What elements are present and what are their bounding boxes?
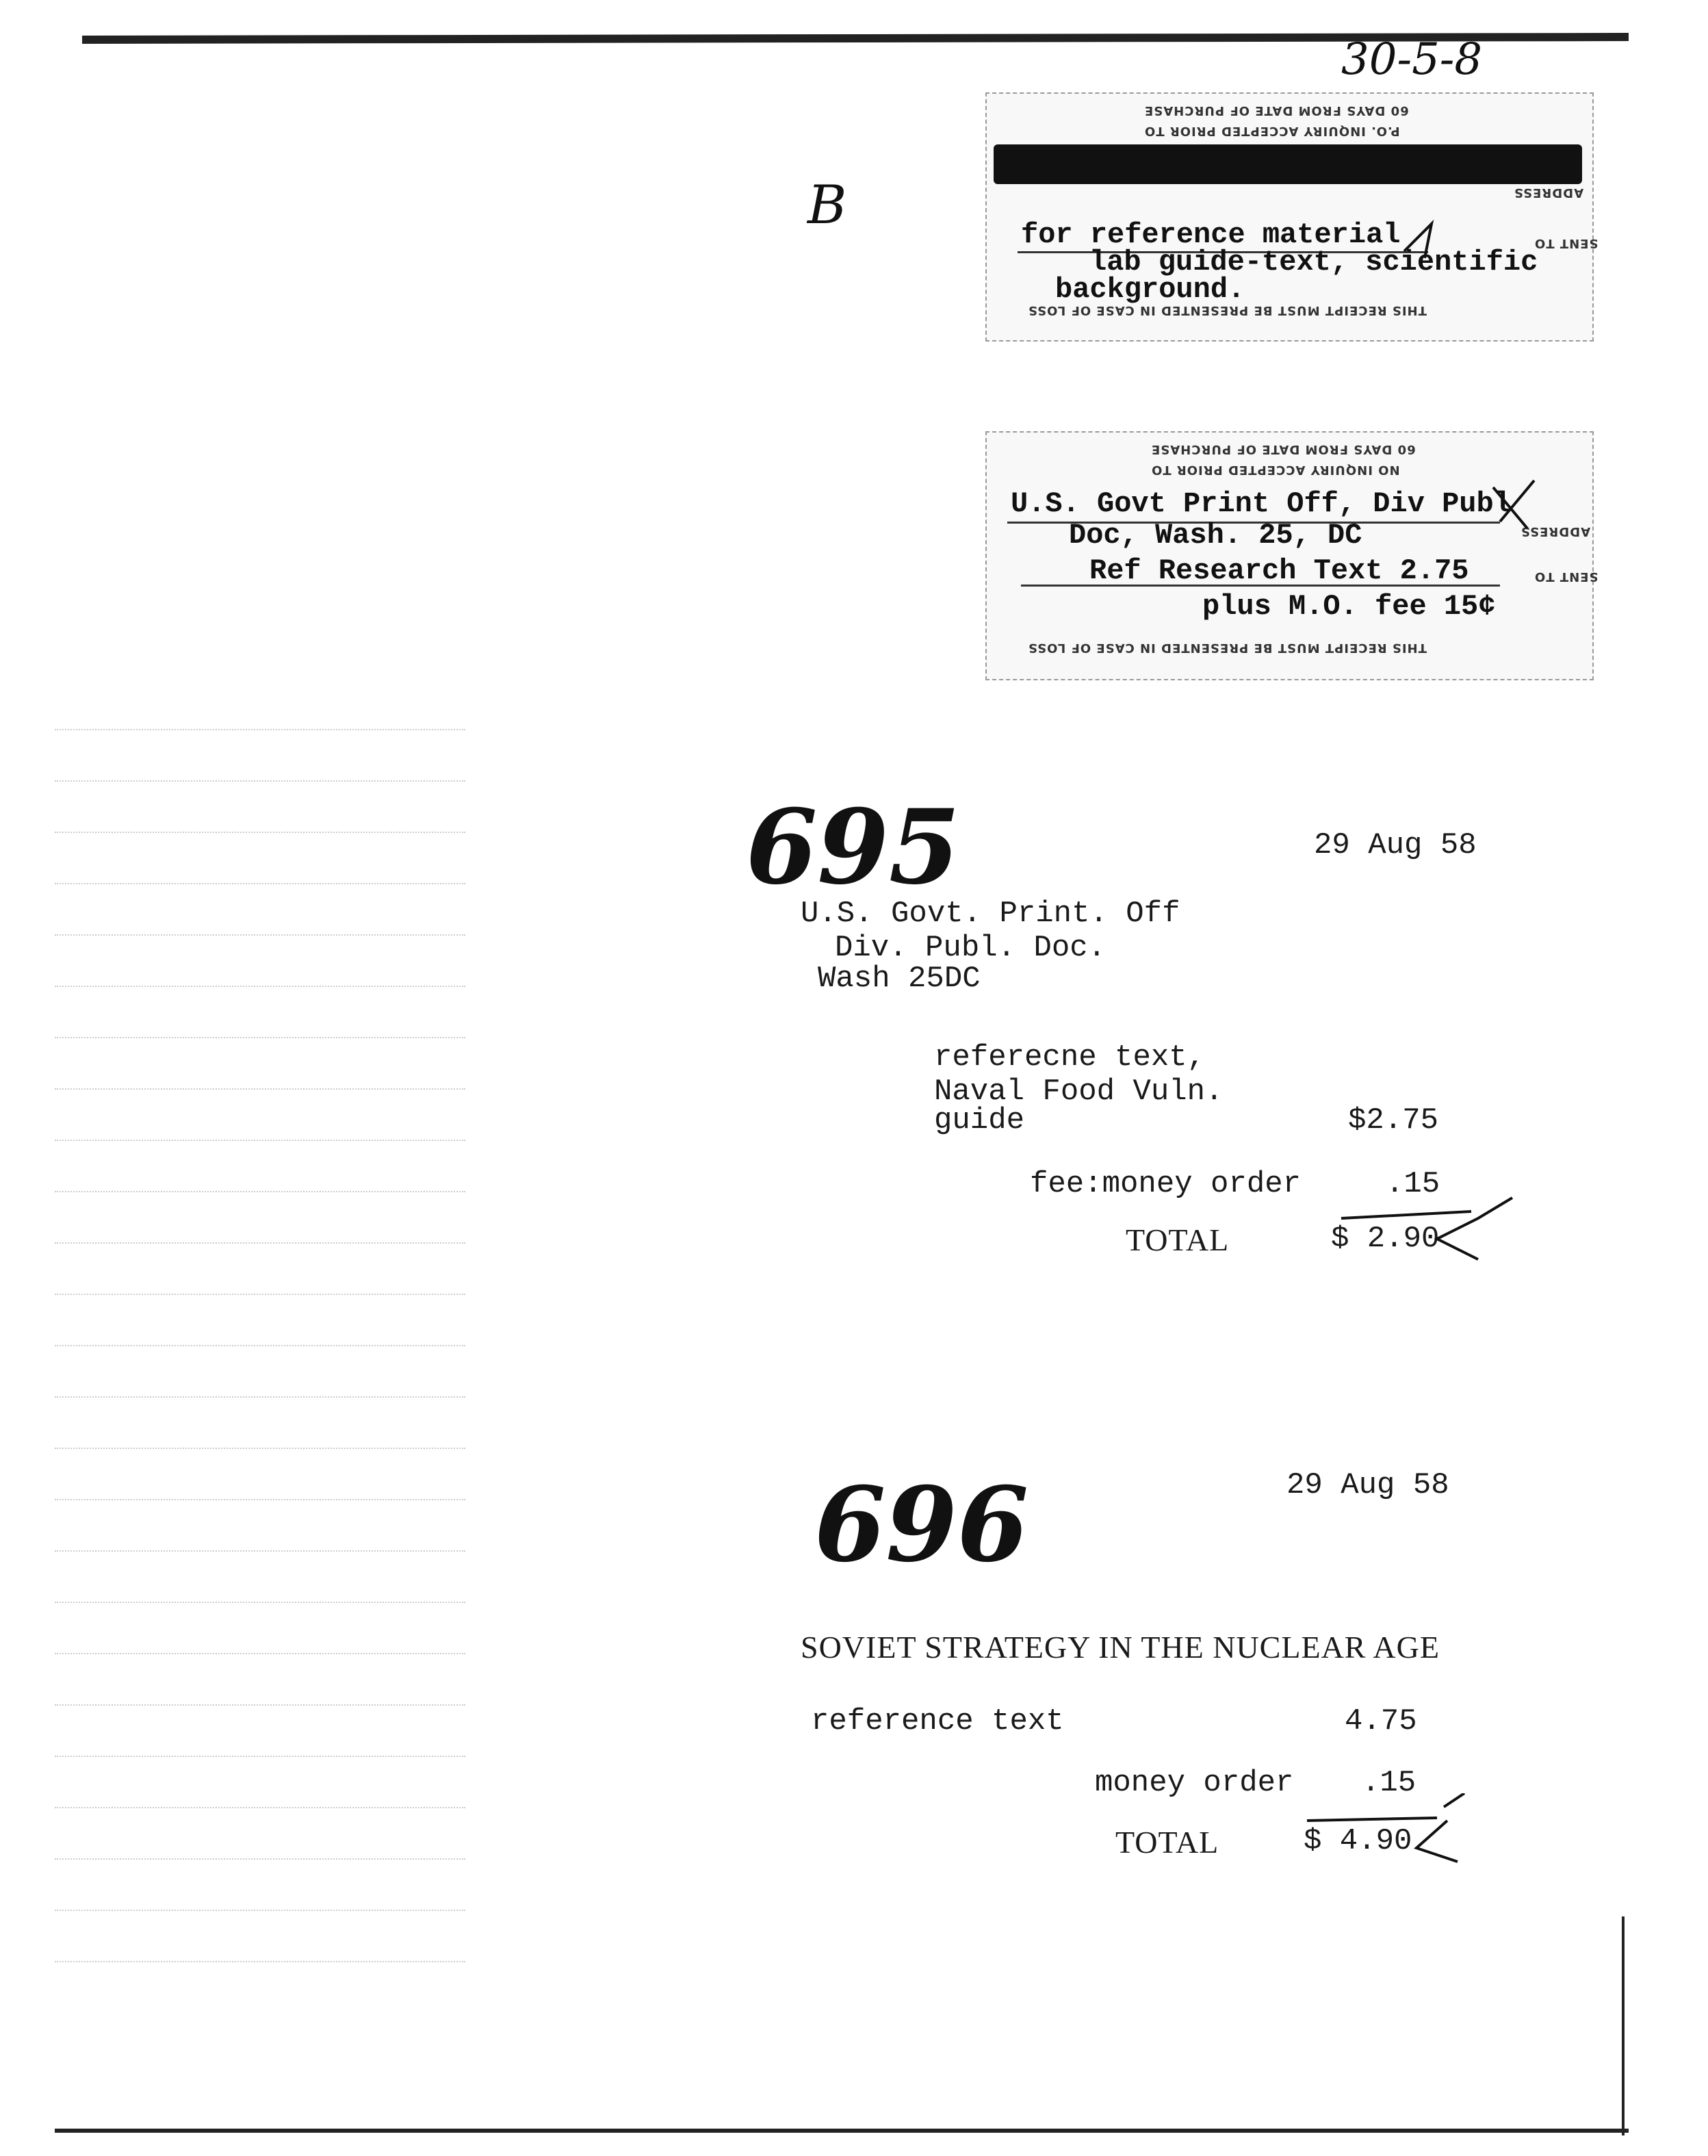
checkmark-icon bbox=[1397, 210, 1479, 265]
address-line-3: Wash 25DC bbox=[818, 962, 981, 996]
item-line-2: Naval Food Vuln. bbox=[934, 1075, 1224, 1109]
receipt-2-footer: THIS RECEIPT MUST BE PRESENTED IN CASE OF LOSS bbox=[1028, 641, 1427, 655]
receipt-1-header-1: P.O. INQUIRY ACCEPTED PRIOR TO bbox=[1144, 124, 1400, 138]
total-underline-check-icon bbox=[1334, 1191, 1526, 1273]
receipt-1-line-2: lab guide-text, scientific bbox=[1089, 246, 1538, 279]
item-amount: 4.75 bbox=[1345, 1704, 1417, 1738]
receipt-2-line-1: U.S. Govt Print Off, Div Publ bbox=[1011, 487, 1511, 520]
item-amount: $2.75 bbox=[1348, 1103, 1439, 1138]
receipt-2-line-2: Doc, Wash. 25, DC bbox=[1069, 519, 1362, 552]
letter-mark: B bbox=[807, 175, 847, 236]
receipt-2-header-2: 60 DAYS FROM DATE OF PURCHASE bbox=[1151, 442, 1416, 457]
receipt-1 bbox=[985, 92, 1599, 342]
item-label: reference text bbox=[811, 1704, 1064, 1738]
receipt-2 bbox=[985, 431, 1599, 680]
receipt-2-address-label: ADDRESS bbox=[1521, 524, 1591, 539]
redaction-bar bbox=[994, 144, 1582, 184]
bottom-border bbox=[55, 2129, 1629, 2133]
receipt-1-sent-to-label: SENT TO bbox=[1534, 236, 1599, 251]
receipt-2-line-4: plus M.O. fee 15¢ bbox=[1202, 590, 1496, 623]
total-amount: $ 4.90 bbox=[1304, 1824, 1412, 1858]
page-reference: 30-5-8 bbox=[1341, 34, 1483, 85]
item-line-1: referecne text, bbox=[934, 1040, 1206, 1075]
right-border bbox=[1622, 1916, 1625, 2135]
total-label: TOTAL bbox=[1115, 1825, 1219, 1860]
receipt-1-line-1: for reference material bbox=[1021, 218, 1401, 251]
receipt-2-line-3: Ref Research Text 2.75 bbox=[1089, 554, 1469, 587]
receipt-1-footer: THIS RECEIPT MUST BE PRESENTED IN CASE OF LOSS bbox=[1028, 303, 1427, 318]
fee-label: fee:money order bbox=[1030, 1167, 1302, 1201]
total-label: TOTAL bbox=[1126, 1222, 1230, 1257]
fee-amount: .15 bbox=[1362, 1766, 1416, 1800]
receipt-1-address-label: ADDRESS bbox=[1514, 185, 1584, 200]
entry-date: 29 Aug 58 bbox=[1286, 1468, 1449, 1502]
receipt-1-line-3: background. bbox=[1055, 273, 1245, 306]
checkmark-icon bbox=[1486, 474, 1548, 542]
item-line-3: guide bbox=[934, 1103, 1025, 1138]
total-amount: $ 2.90 bbox=[1331, 1222, 1440, 1256]
entry-number: 695 bbox=[746, 787, 961, 908]
receipt-1-header-2: 60 DAYS FROM DATE OF PURCHASE bbox=[1144, 103, 1409, 118]
receipt-2-sent-to-label: SENT TO bbox=[1534, 569, 1599, 584]
fee-amount: .15 bbox=[1386, 1167, 1440, 1201]
entry-date: 29 Aug 58 bbox=[1314, 828, 1477, 862]
address-line-1: U.S. Govt. Print. Off bbox=[801, 897, 1180, 931]
book-title: SOVIET STRATEGY IN THE NUCLEAR AGE bbox=[801, 1630, 1440, 1665]
address-line-2: Div. Publ. Doc. bbox=[835, 931, 1107, 965]
total-underline-check-icon bbox=[1300, 1793, 1492, 1875]
fee-label: money order bbox=[1095, 1766, 1294, 1800]
entry-number: 696 bbox=[814, 1465, 1029, 1585]
receipt-2-header-1: NO INQUIRY ACCEPTED PRIOR TO bbox=[1151, 463, 1400, 477]
